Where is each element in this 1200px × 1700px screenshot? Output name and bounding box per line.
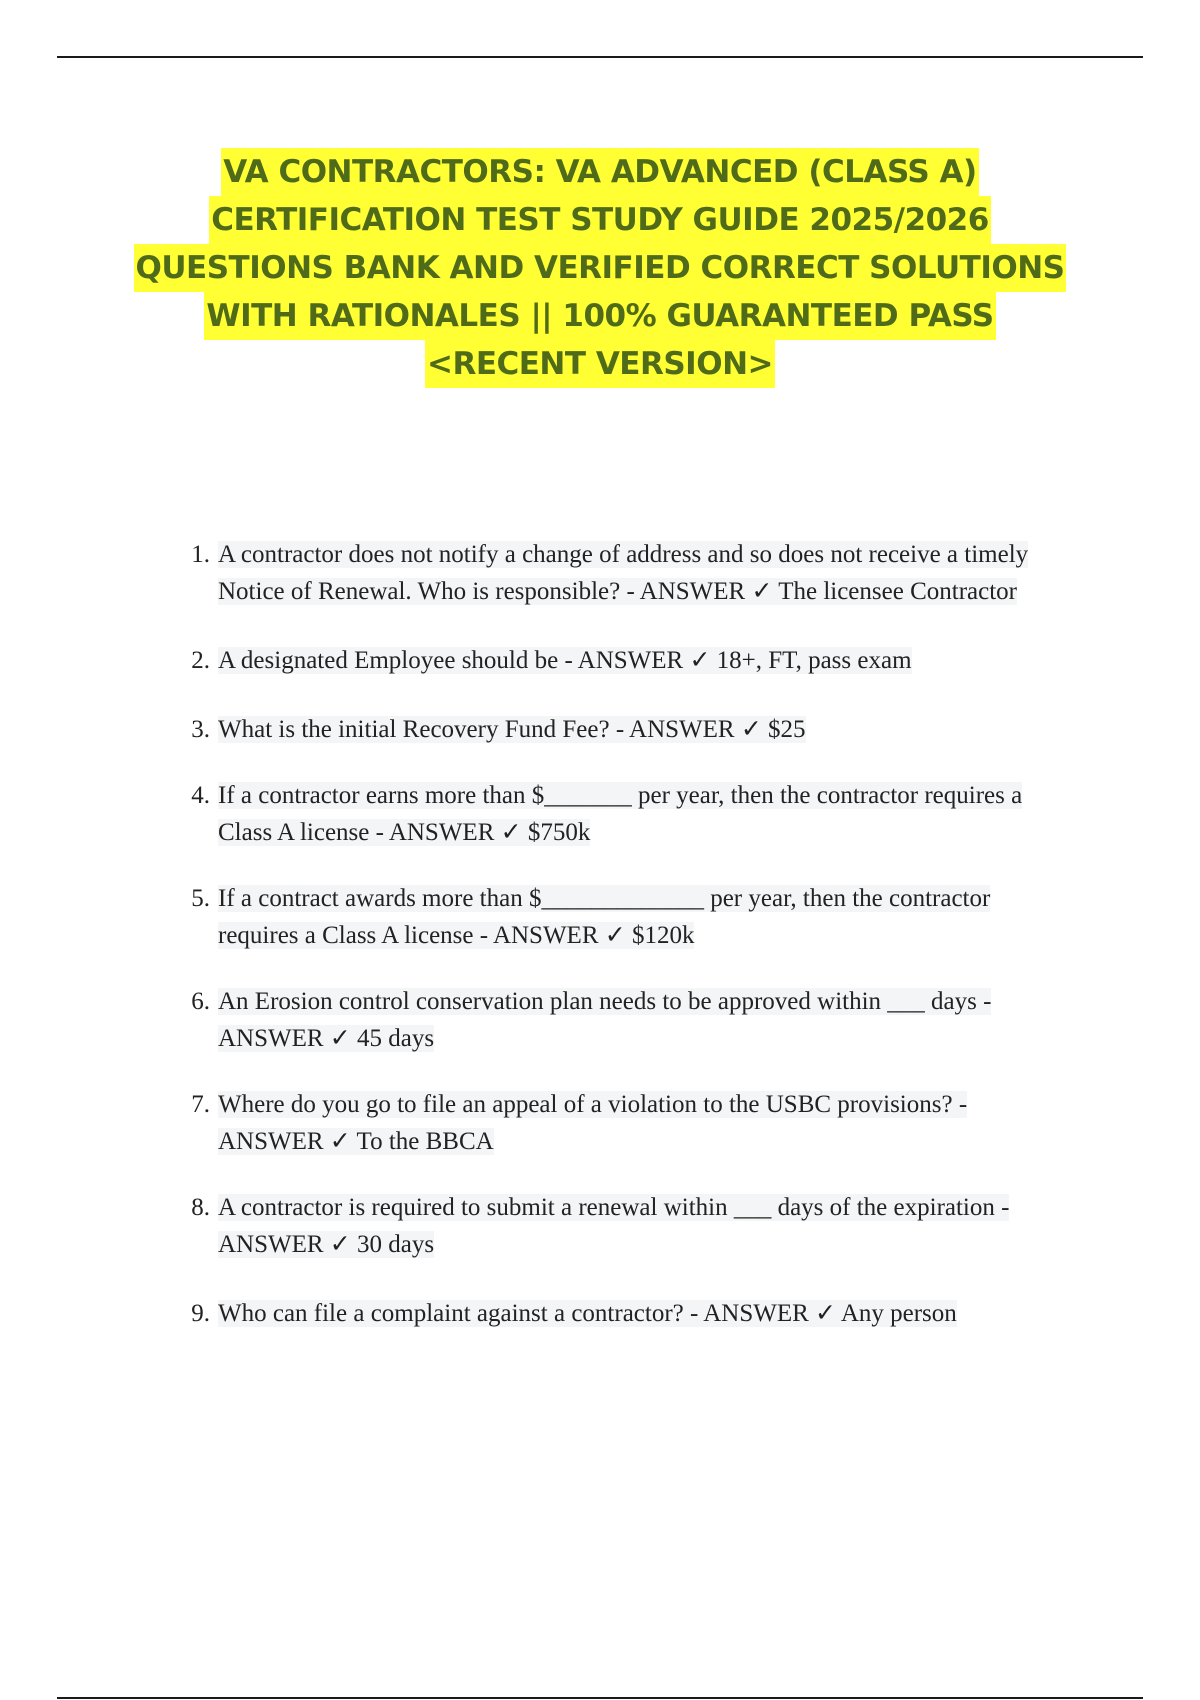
list-item [175, 777, 1075, 851]
title-line: VA CONTRACTORS: VA ADVANCED (CLASS A) [221, 148, 978, 196]
bottom-rule [57, 1697, 1143, 1699]
title-line: QUESTIONS BANK AND VERIFIED CORRECT SOLUTIONS [134, 244, 1067, 292]
question-text: A contractor does not notify a change of address and so does not receive a timely Notice of Renewal. Who is responsible? - ANSWER ✓ The licensee Contractor [218, 541, 1029, 605]
question-text: An Erosion control conservation plan needs to be approved within ___ days - ANSWER ✓ 45 days [218, 988, 992, 1052]
question-list [175, 536, 1075, 1332]
document-title [130, 148, 1070, 388]
list-item [175, 1189, 1075, 1263]
list-item [175, 711, 1075, 748]
question-number: 4. [191, 782, 210, 809]
list-item [175, 1295, 1075, 1332]
question-number: 7. [191, 1091, 210, 1118]
question-text: A contractor is required to submit a renewal within ___ days of the expiration - ANSWER ✓ 30 days [218, 1194, 1010, 1258]
question-number: 8. [191, 1194, 210, 1221]
title-line: CERTIFICATION TEST STUDY GUIDE 2025/2026 [209, 196, 991, 244]
question-number: 6. [191, 988, 210, 1015]
question-text: If a contractor earns more than $_______ per year, then the contractor requires a Class A license - ANSWER ✓ $750k [218, 782, 1023, 846]
list-item [175, 536, 1075, 610]
question-number: 9. [191, 1300, 210, 1327]
question-number: 3. [191, 716, 210, 743]
top-rule [57, 56, 1143, 58]
title-line: <RECENT VERSION> [425, 340, 775, 388]
list-item [175, 642, 1075, 679]
title-line: WITH RATIONALES || 100% GUARANTEED PASS [204, 292, 995, 340]
question-number: 1. [191, 541, 210, 568]
question-text: What is the initial Recovery Fund Fee? - ANSWER ✓ $25 [218, 716, 806, 743]
question-text: If a contract awards more than $_____________ per year, then the contractor requires a Class A license - ANSWER ✓ $120k [218, 885, 991, 949]
list-item [175, 1086, 1075, 1160]
question-text: Where do you go to file an appeal of a violation to the USBC provisions? - ANSWER ✓ To the BBCA [218, 1091, 968, 1155]
question-text: A designated Employee should be - ANSWER ✓ 18+, FT, pass exam [218, 647, 912, 674]
question-number: 5. [191, 885, 210, 912]
question-text: Who can file a complaint against a contractor? - ANSWER ✓ Any person [218, 1300, 957, 1327]
list-item [175, 880, 1075, 954]
list-item [175, 983, 1075, 1057]
question-number: 2. [191, 647, 210, 674]
